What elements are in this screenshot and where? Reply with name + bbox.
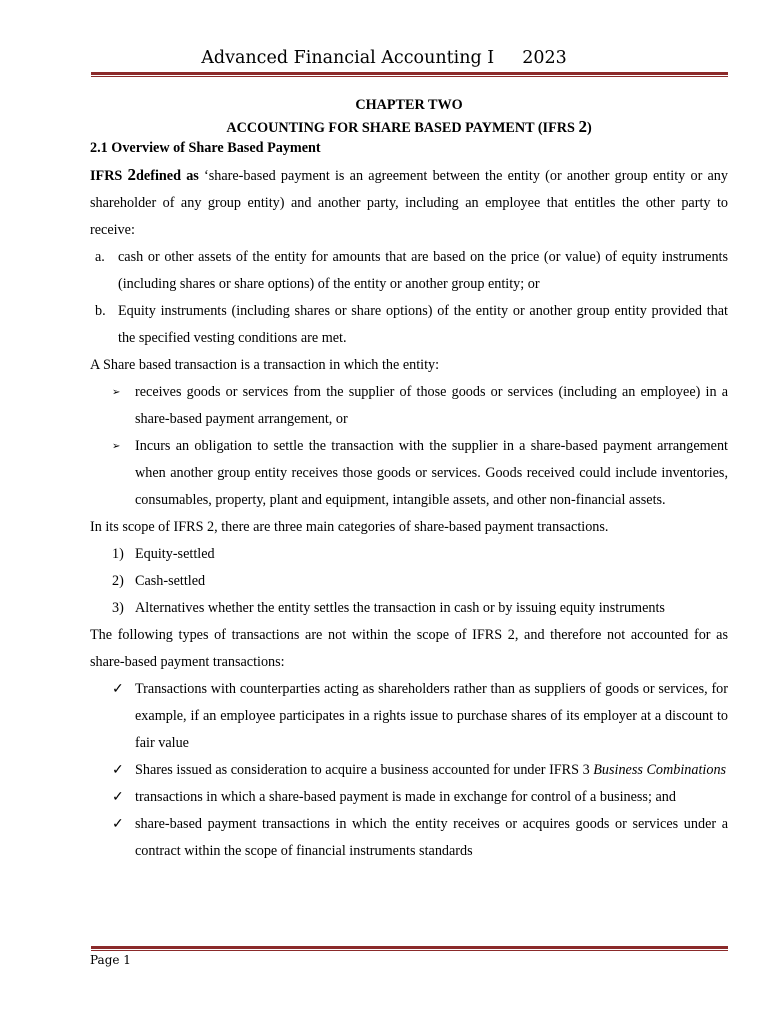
header-year: 2023 — [522, 48, 567, 68]
section-heading: 2.1 Overview of Share Based Payment — [90, 140, 321, 156]
checkmark-icon: ✓ — [112, 816, 124, 832]
transaction-intro: A Share based transaction is a transaction in which the entity: — [90, 357, 440, 373]
scope-intro: In its scope of IFRS 2, there are three main categories of share-based payment transactions. — [90, 519, 609, 535]
chapter-title: ACCOUNTING FOR SHARE BASED PAYMENT (IFRS 2) — [226, 117, 592, 136]
list-item: ➢ Incurs an obligation to settle the transaction with the supplier in a share-based payment arrangement when another group entity receives those goods or services. Goods received could include inventories, consumables, property, plant and equipment, intangible assets, and other non-financial assets. — [90, 433, 728, 514]
list-item: ✓ Transactions with counterparties acting as shareholders rather than as suppliers of goods or services, for example, if an employee participates in a rights issue to purchase shares of its employer at a discount to fair value — [90, 676, 728, 757]
list-item: ✓ transactions in which a share-based payment is made in exchange for control of a business; and — [90, 784, 728, 811]
footer-rule — [91, 946, 728, 951]
list-item: ✓ share-based payment transactions in which the entity receives or acquires goods or services under a contract within the scope of financial instruments standards — [90, 811, 728, 865]
page-header — [0, 48, 768, 68]
list-item: ➢ receives goods or services from the supplier of those goods or services (including an employee) in a share-based payment arrangement, or — [90, 379, 728, 433]
chapter-label: CHAPTER TWO — [355, 97, 463, 113]
list-item: a. cash or other assets of the entity for amounts that are based on the price (or value) of equity instruments (including shares or share options) of the entity or another group entity; or — [95, 249, 728, 292]
page-number: Page 1 — [90, 953, 131, 967]
header-rule — [91, 72, 728, 77]
list-item: b. Equity instruments (including shares or share options) of the entity or another group entity provided that the specified vesting conditions are met. — [95, 303, 728, 346]
list-item: 1) Equity-settled — [112, 546, 215, 562]
arrow-bullet-icon: ➢ — [112, 387, 121, 398]
checkmark-icon: ✓ — [112, 681, 124, 697]
list-item: 3) Alternatives whether the entity settles the transaction in cash or by issuing equity instruments — [112, 600, 665, 616]
document-body — [90, 94, 728, 865]
list-item: 2) Cash-settled — [112, 573, 206, 589]
exclusion-intro: The following types of transactions are not within the scope of IFRS 2, and therefore not accounted for as share-based payment transactions: — [90, 627, 728, 670]
definition-term: IFRS 2defined as — [90, 165, 199, 184]
checkmark-icon: ✓ — [112, 789, 124, 805]
arrow-bullet-icon: ➢ — [112, 441, 121, 452]
header-title: Advanced Financial Accounting I — [201, 48, 495, 68]
list-item: ✓ Shares issued as consideration to acquire a business accounted for under IFRS 3 Business Combinations — [90, 757, 728, 784]
checkmark-icon: ✓ — [112, 762, 124, 778]
definition-paragraph: IFRS 2defined as ‘share-based payment is an agreement between the entity (or another group entity or any shareholder of any group entity) and another party, including an employee that entitles the other party to receive: — [90, 165, 728, 238]
